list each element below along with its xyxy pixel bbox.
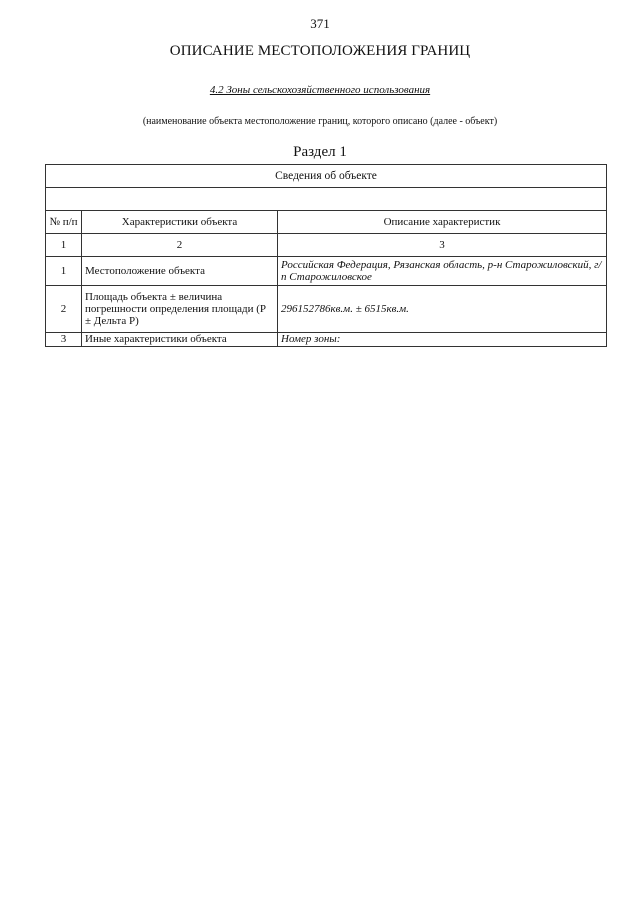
row-number: 3	[46, 333, 82, 347]
row-characteristic: Местоположение объекта	[82, 257, 278, 286]
column-header-number: № п/п	[46, 211, 82, 234]
row-description: Российская Федерация, Рязанская область, р-н Старожиловский, г/п Старожиловское	[278, 257, 607, 286]
row-description: Номер зоны:	[278, 333, 607, 347]
row-description: 296152786кв.м. ± 6515кв.м.	[278, 286, 607, 333]
column-number-2: 2	[82, 234, 278, 257]
table-row	[46, 333, 607, 347]
page-number: 371	[310, 16, 330, 31]
table-row	[46, 286, 607, 333]
table-header: Сведения об объекте	[46, 165, 607, 188]
column-number-3: 3	[278, 234, 607, 257]
table-header-row	[46, 165, 607, 188]
object-name	[0, 84, 640, 96]
table-blank-cell	[46, 188, 607, 211]
object-name-text: 4.2 Зоны сельскохозяйственного использования	[209, 84, 431, 96]
document-title: ОПИСАНИЕ МЕСТОПОЛОЖЕНИЯ ГРАНИЦ	[169, 43, 471, 59]
column-number-1: 1	[46, 234, 82, 257]
row-number: 2	[46, 286, 82, 333]
column-header-description: Описание характеристик	[278, 211, 607, 234]
table-blank-row	[46, 188, 607, 211]
table-column-headers	[46, 211, 607, 234]
section-title: Раздел 1	[293, 144, 347, 160]
column-header-characteristic: Характеристики объекта	[82, 211, 278, 234]
table-column-numbers	[46, 234, 607, 257]
object-name-caption: (наименование объекта местоположение границ, которого описано (далее - объект)	[142, 116, 498, 127]
row-number: 1	[46, 257, 82, 286]
row-characteristic: Иные характеристики объекта	[82, 333, 278, 347]
table-row	[46, 257, 607, 286]
object-info-table	[45, 164, 607, 347]
row-characteristic: Площадь объекта ± величина погрешности определения площади (Р ± Дельта Р)	[82, 286, 278, 333]
